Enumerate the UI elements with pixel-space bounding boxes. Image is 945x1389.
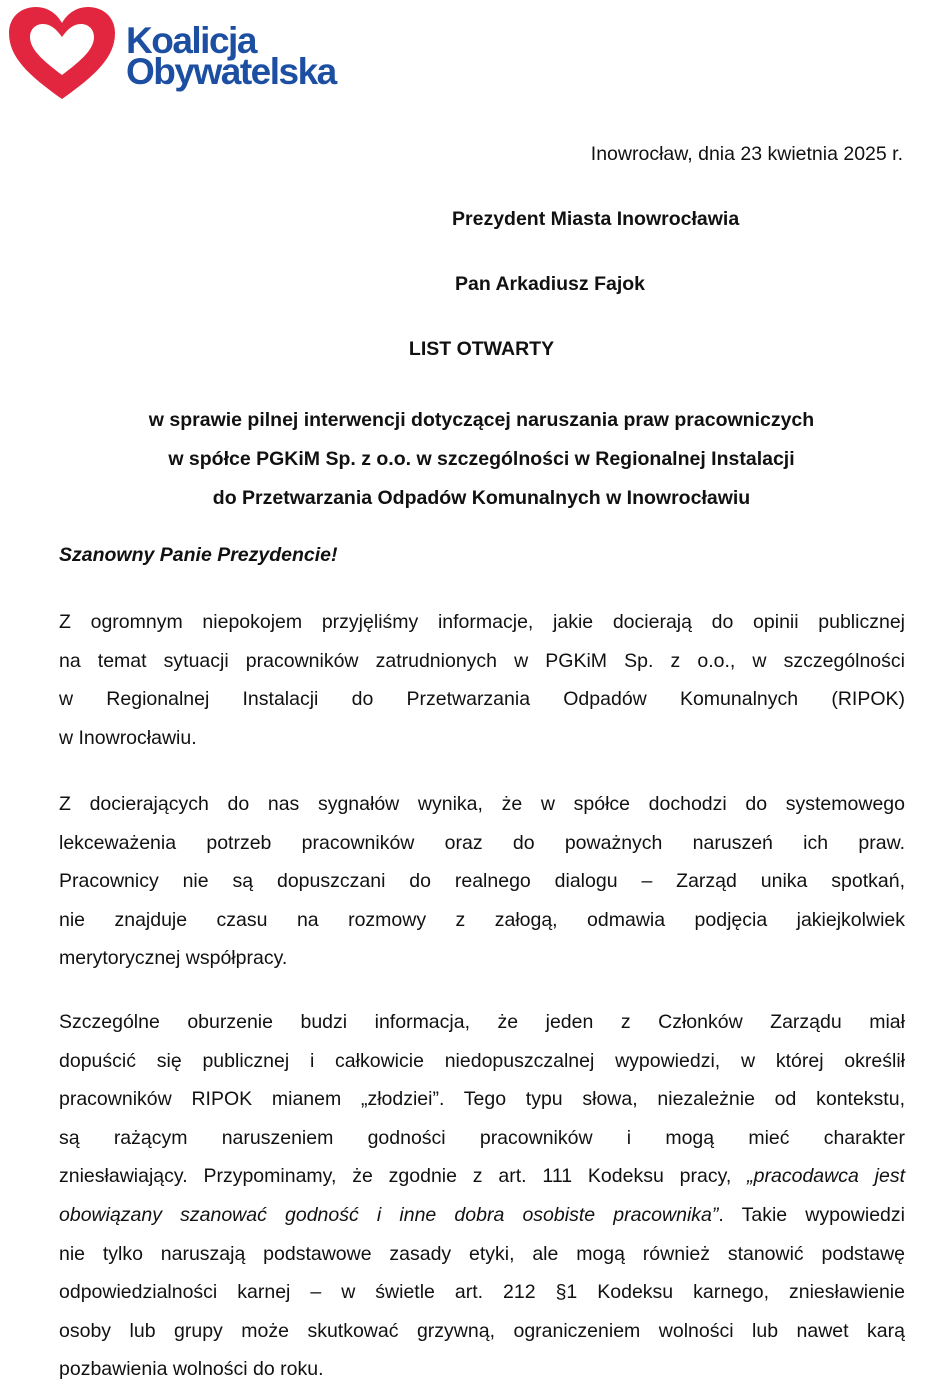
letter-heading: LIST OTWARTY	[408, 338, 555, 360]
koalicja-obywatelska-logo	[6, 5, 386, 105]
letter-subject	[0, 401, 945, 518]
paragraph-line: Szczególne oburzenie budzi informacja, że jeden z Członków Zarządu miał	[59, 1011, 905, 1033]
paragraph-line: są rażącym naruszeniem godności pracowników i mogą mieć charakter	[59, 1126, 905, 1149]
paragraph-line: na temat sytuacji pracowników zatrudnionych w PGKiM Sp. z o.o., w szczególności	[59, 649, 905, 672]
logo-wordmark	[126, 20, 336, 92]
paragraph-line: w Inowrocławiu.	[59, 726, 197, 749]
paragraph-line: Z ogromnym niepokojem przyjęliśmy informacje, jakie docierają do opinii publicznej	[59, 611, 905, 633]
heart-logo-icon	[6, 5, 118, 103]
paragraph-line: dopuścić się publicznej i całkowicie niedopuszczalnej wypowiedzi, w której określił	[59, 1049, 905, 1072]
paragraph-line: pozbawienia wolności do roku.	[59, 1358, 324, 1381]
quote-italic: obowiązany szanować godność i inne dobra osobiste pracownika”	[59, 1203, 719, 1226]
paragraph-line: nie znajduje czasu na rozmowy z załogą, odmawia podjęcia jakiejkolwiek	[59, 908, 905, 931]
subject-line: do Przetwarzania Odpadów Komunalnych w Inowrocławiu	[212, 487, 751, 509]
paragraph-line: odpowiedzialności karnej – w świetle art. 212 §1 Kodeksu karnego, zniesławienie	[59, 1281, 905, 1304]
greeting: Szanowny Panie Prezydencie!	[59, 544, 338, 566]
paragraph-line: w Regionalnej Instalacji do Przetwarzania Odpadów Komunalnych (RIPOK)	[59, 688, 905, 711]
paragraph-2	[59, 785, 905, 978]
letter-date: Inowrocław, dnia 23 kwietnia 2025 r.	[590, 143, 903, 165]
paragraph-line	[59, 1157, 905, 1196]
paragraph-line: Pracownicy nie są dopuszczani do realnego dialogu – Zarząd unika spotkań,	[59, 870, 905, 893]
subject-line: w spółce PGKiM Sp. z o.o. w szczególności w Regionalnej Instalacji	[168, 448, 795, 470]
paragraph-line: Z docierających do nas sygnałów wynika, że w spółce dochodzi do systemowego	[59, 793, 905, 815]
paragraph-line: nie tylko naruszają podstawowe zasady etyki, ale mogą również stanowić podstawę	[59, 1242, 905, 1265]
recipient-title: Prezydent Miasta Inowrocławia	[452, 208, 740, 230]
recipient-name: Pan Arkadiusz Fajok	[455, 273, 646, 295]
paragraph-line	[59, 1196, 905, 1235]
paragraph-1	[59, 603, 905, 757]
paragraph-text: . Takie wypowiedzi	[718, 1203, 905, 1226]
paragraph-line: lekceważenia potrzeb pracowników oraz do poważnych naruszeń ich praw.	[59, 831, 905, 854]
paragraph-line: osoby lub grupy może skutkować grzywną, ograniczeniem wolności lub nawet karą	[59, 1319, 905, 1342]
paragraph-text: zniesławiający. Przypominamy, że zgodnie z art. 111 Kodeksu pracy,	[59, 1165, 732, 1188]
paragraph-line: merytorycznej współpracy.	[59, 947, 288, 970]
paragraph-line: pracowników RIPOK mianem „złodziei”. Tego typu słowa, niezależnie od kontekstu,	[59, 1088, 905, 1111]
quote-italic: „pracodawca jest	[747, 1165, 906, 1188]
paragraph-3	[59, 1003, 905, 1389]
subject-line: w sprawie pilnej interwencji dotyczącej naruszania praw pracowniczych	[148, 409, 815, 431]
logo-line-2: Obywatelska	[126, 51, 336, 92]
logo-line-1: Koalicja	[126, 20, 256, 61]
